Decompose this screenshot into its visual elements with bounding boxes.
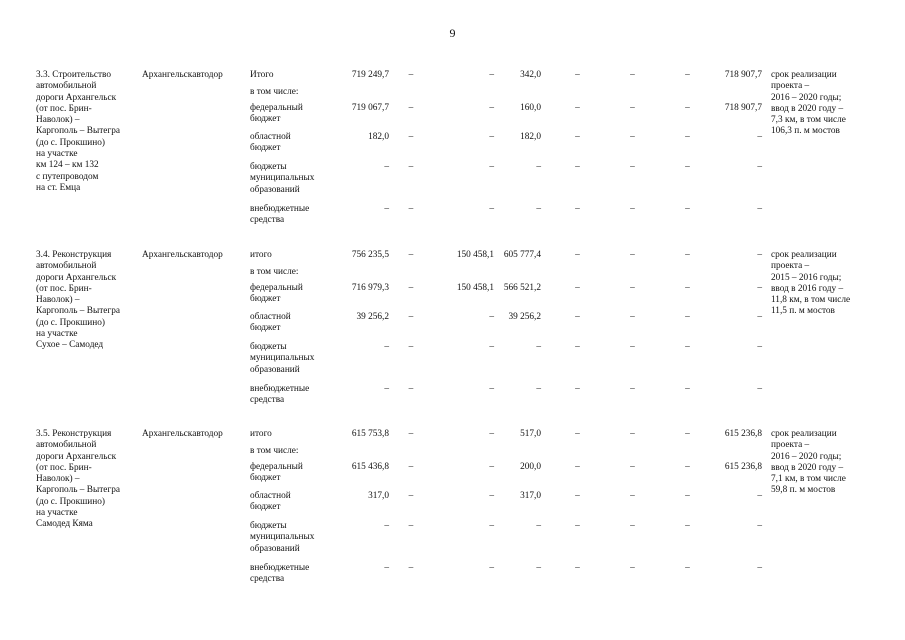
project-name: 3.4. Реконструкция автомобильной дороги Архангельск (от пос. Брин- Наволок) – Каргополь – Вытегра (до с. Прокшино) на участке Сухое – Самодед — [36, 250, 120, 351]
project-note: срок реализации проекта – 2016 – 2020 годы; ввод в 2020 году – 7,1 км, в том числе 59,8 п. м мостов — [771, 429, 846, 496]
funding-source-label: областной бюджет — [250, 132, 291, 154]
funding-value: – — [630, 462, 635, 472]
funding-value: – — [685, 250, 690, 260]
funding-value: – — [630, 204, 635, 214]
funding-source-label: федеральный бюджет — [250, 462, 303, 484]
funding-value: 566 521,2 — [503, 283, 541, 293]
project-organization: Архангельскавтодор — [142, 429, 223, 439]
funding-value: – — [575, 342, 580, 352]
funding-value: – — [489, 521, 494, 531]
funding-value: – — [489, 429, 494, 439]
funding-source-label: бюджеты муниципальных образований — [250, 162, 315, 195]
funding-source-label: федеральный бюджет — [250, 103, 303, 125]
funding-value: – — [489, 70, 494, 80]
funding-value: – — [408, 204, 414, 214]
funding-source-label: бюджеты муниципальных образований — [250, 521, 315, 554]
funding-value: – — [630, 250, 635, 260]
funding-value: – — [489, 563, 494, 573]
funding-value: – — [408, 563, 414, 573]
funding-value: – — [757, 283, 762, 293]
funding-value: – — [757, 132, 762, 142]
project-organization: Архангельскавтодор — [142, 250, 223, 260]
funding-value: – — [575, 429, 580, 439]
funding-value: – — [757, 384, 762, 394]
funding-value: – — [630, 103, 635, 113]
funding-value: 517,0 — [520, 429, 541, 439]
funding-value: – — [757, 521, 762, 531]
funding-value: – — [575, 132, 580, 142]
funding-value: 200,0 — [520, 462, 541, 472]
funding-value: – — [630, 384, 635, 394]
funding-value: – — [685, 312, 690, 322]
funding-value: – — [630, 132, 635, 142]
funding-value: – — [630, 429, 635, 439]
funding-value: 182,0 — [368, 132, 389, 142]
funding-value: 150 458,1 — [456, 250, 494, 260]
funding-source-label: Итого — [250, 70, 274, 80]
funding-value: – — [489, 204, 494, 214]
project-organization: Архангельскавтодор — [142, 70, 223, 80]
funding-value: 605 777,4 — [503, 250, 541, 260]
funding-value: – — [536, 384, 541, 394]
project-name: 3.3. Строительство автомобильной дороги Архангельск (от пос. Брин- Наволок) – Каргополь – Вытегра (до с. Прокшино) на участке км 124 – км 132 с путепроводом на ст. Емца — [36, 70, 120, 193]
funding-value: 756 235,5 — [351, 250, 389, 260]
funding-value: – — [630, 491, 635, 501]
funding-value: – — [408, 429, 414, 439]
funding-value: – — [536, 204, 541, 214]
funding-value: 719 249,7 — [351, 70, 389, 80]
funding-value: – — [384, 204, 389, 214]
funding-value: – — [575, 162, 580, 172]
funding-value: – — [384, 521, 389, 531]
funding-value: – — [536, 521, 541, 531]
funding-value: – — [575, 491, 580, 501]
funding-value: – — [575, 384, 580, 394]
funding-value: – — [685, 162, 690, 172]
funding-value: – — [489, 384, 494, 394]
funding-value: – — [408, 132, 414, 142]
funding-value: 182,0 — [520, 132, 541, 142]
project-name: 3.5. Реконструкция автомобильной дороги Архангельск (от пос. Брин- Наволок) – Каргополь – Вытегра (до с. Прокшино) на участке Самодед Кяма — [36, 429, 120, 530]
funding-value: 718 907,7 — [724, 70, 762, 80]
funding-value: 615 753,8 — [351, 429, 389, 439]
project-note: срок реализации проекта – 2015 – 2016 годы; ввод в 2016 году – 11,8 км, в том числе 11,5 п. м мостов — [771, 250, 851, 317]
funding-value: 716 979,3 — [351, 283, 389, 293]
funding-value: – — [685, 563, 690, 573]
funding-value: – — [757, 342, 762, 352]
funding-value: – — [408, 70, 414, 80]
funding-value: – — [575, 462, 580, 472]
funding-value: – — [489, 132, 494, 142]
funding-value: 150 458,1 — [456, 283, 494, 293]
funding-value: – — [685, 204, 690, 214]
funding-value: – — [685, 462, 690, 472]
funding-value: – — [575, 103, 580, 113]
funding-source-label: итого — [250, 250, 272, 260]
funding-source-label: внебюджетные средства — [250, 204, 310, 226]
funding-value: 615 236,8 — [724, 462, 762, 472]
funding-value: – — [685, 384, 690, 394]
funding-value: – — [685, 103, 690, 113]
funding-value: – — [630, 312, 635, 322]
funding-source-label: в том числе: — [250, 446, 299, 456]
funding-value: – — [630, 70, 635, 80]
page-number: 9 — [449, 26, 456, 40]
funding-source-label: федеральный бюджет — [250, 283, 303, 305]
funding-value: – — [575, 563, 580, 573]
funding-value: – — [757, 162, 762, 172]
funding-value: – — [757, 204, 762, 214]
funding-value: – — [685, 521, 690, 531]
funding-value: – — [384, 162, 389, 172]
funding-source-label: внебюджетные средства — [250, 384, 310, 406]
funding-value: – — [575, 250, 580, 260]
funding-value: – — [630, 521, 635, 531]
funding-value: – — [384, 342, 389, 352]
funding-source-label: областной бюджет — [250, 491, 291, 513]
funding-value: – — [630, 342, 635, 352]
funding-value: – — [489, 162, 494, 172]
funding-source-label: областной бюджет — [250, 312, 291, 334]
funding-value: – — [685, 70, 690, 80]
funding-value: – — [408, 162, 414, 172]
funding-source-label: в том числе: — [250, 87, 299, 97]
funding-value: 719 067,7 — [351, 103, 389, 113]
funding-value: 317,0 — [368, 491, 389, 501]
funding-value: 615 236,8 — [724, 429, 762, 439]
funding-value: – — [757, 312, 762, 322]
funding-value: 160,0 — [520, 103, 541, 113]
funding-value: – — [489, 491, 494, 501]
funding-value: – — [575, 283, 580, 293]
funding-value: – — [630, 563, 635, 573]
funding-value: – — [384, 563, 389, 573]
funding-value: – — [489, 312, 494, 322]
funding-value: – — [685, 342, 690, 352]
funding-value: – — [685, 132, 690, 142]
funding-value: – — [408, 384, 414, 394]
funding-value: 317,0 — [520, 491, 541, 501]
funding-value: 615 436,8 — [351, 462, 389, 472]
funding-value: – — [408, 521, 414, 531]
funding-source-label: итого — [250, 429, 272, 439]
funding-value: – — [408, 342, 414, 352]
funding-value: – — [757, 250, 762, 260]
funding-value: – — [630, 162, 635, 172]
funding-value: – — [536, 563, 541, 573]
funding-value: – — [489, 103, 494, 113]
funding-value: – — [408, 462, 414, 472]
funding-value: – — [408, 312, 414, 322]
funding-value: – — [408, 250, 414, 260]
funding-value: – — [757, 491, 762, 501]
funding-value: 342,0 — [520, 70, 541, 80]
funding-value: – — [685, 429, 690, 439]
funding-value: – — [685, 283, 690, 293]
funding-source-label: внебюджетные средства — [250, 563, 310, 585]
funding-value: – — [489, 462, 494, 472]
funding-value: – — [408, 103, 414, 113]
funding-value: 39 256,2 — [356, 312, 389, 322]
project-note: срок реализации проекта – 2016 – 2020 годы; ввод в 2020 году – 7,3 км, в том числе 106,3 п. м мостов — [771, 70, 846, 137]
funding-value: – — [575, 312, 580, 322]
funding-value: – — [408, 283, 414, 293]
funding-value: 39 256,2 — [508, 312, 541, 322]
funding-value: – — [630, 283, 635, 293]
funding-source-label: в том числе: — [250, 267, 299, 277]
funding-value: – — [575, 204, 580, 214]
funding-value: – — [489, 342, 494, 352]
funding-value: – — [575, 70, 580, 80]
funding-value: – — [536, 162, 541, 172]
funding-value: – — [384, 384, 389, 394]
funding-value: – — [757, 563, 762, 573]
funding-value: – — [685, 491, 690, 501]
funding-value: – — [536, 342, 541, 352]
funding-value: 718 907,7 — [724, 103, 762, 113]
funding-value: – — [408, 491, 414, 501]
funding-value: – — [575, 521, 580, 531]
funding-source-label: бюджеты муниципальных образований — [250, 342, 315, 375]
